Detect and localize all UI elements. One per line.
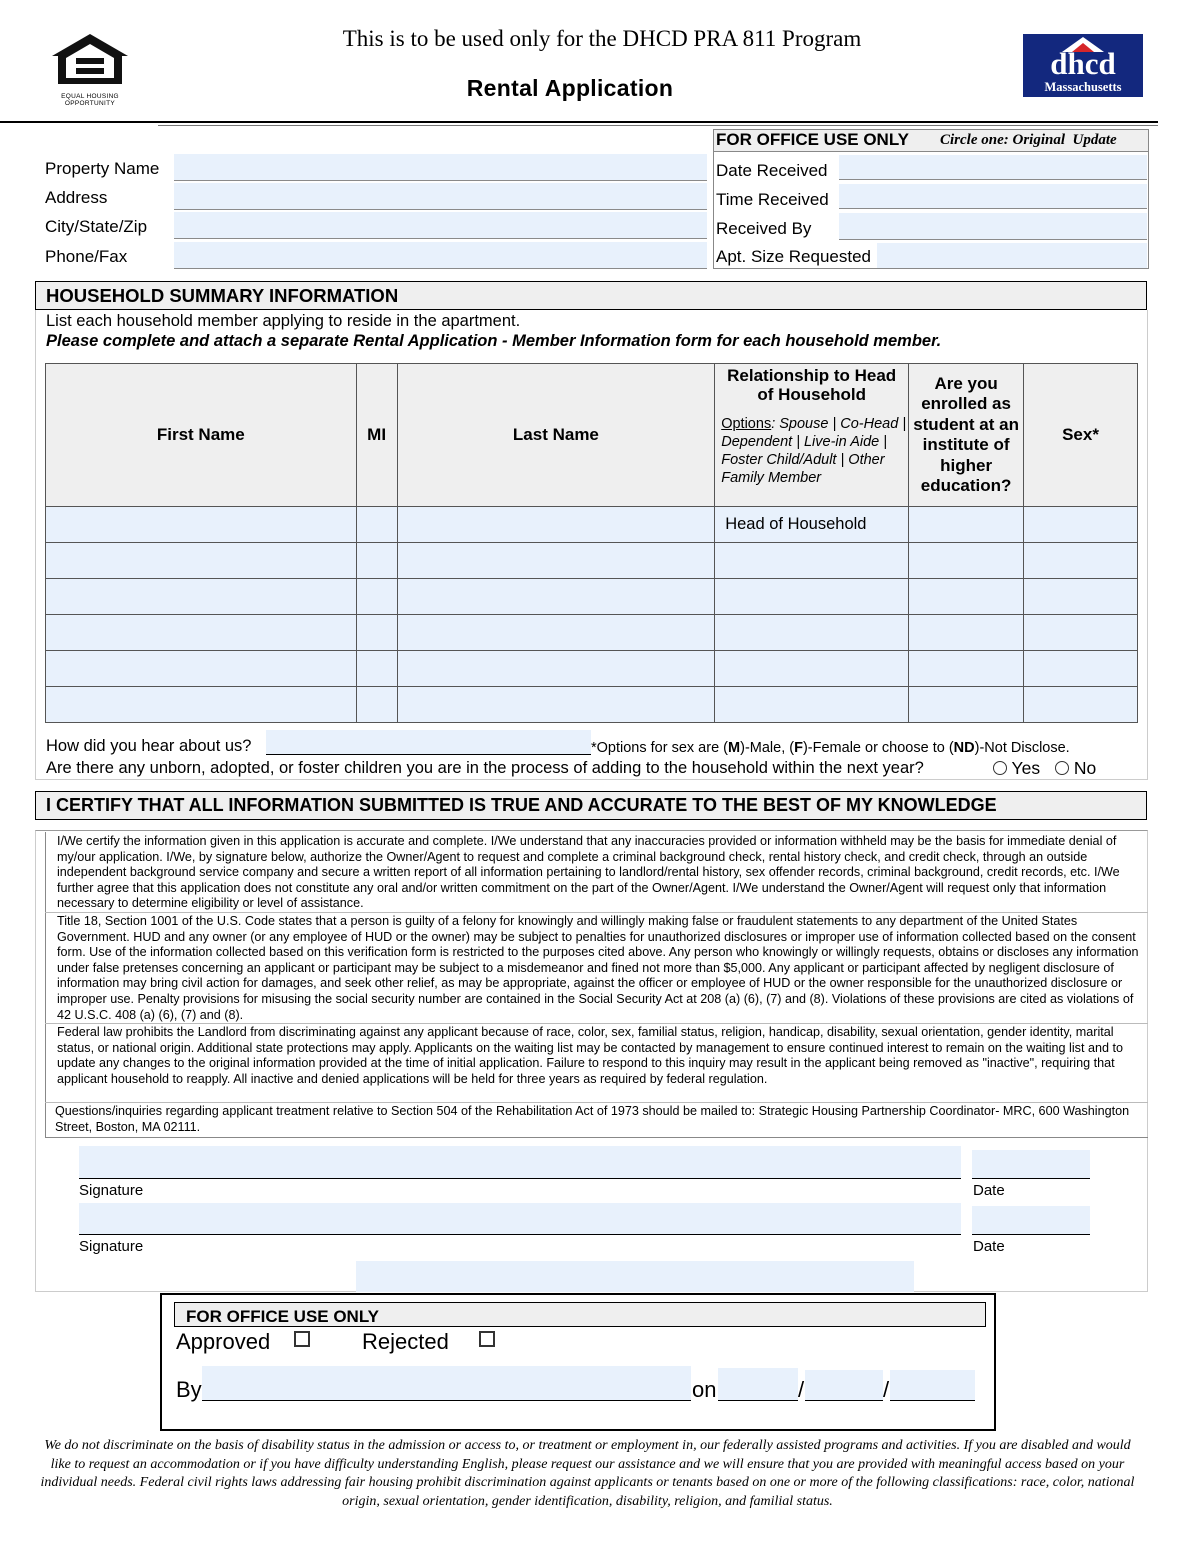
yes-radio-icon[interactable]: [993, 761, 1007, 775]
mi-cell[interactable]: [356, 543, 397, 579]
approved-option[interactable]: [176, 1329, 310, 1355]
approved-by-field[interactable]: [202, 1366, 691, 1401]
household-frame-right: [1147, 310, 1148, 780]
date-received-field[interactable]: [839, 155, 1147, 180]
col-first-name: First Name: [46, 364, 357, 507]
header-rule: [0, 121, 1158, 123]
sex-cell[interactable]: [1024, 687, 1138, 723]
student-cell[interactable]: [909, 579, 1024, 615]
date-received-label: Date Received: [716, 161, 828, 180]
student-cell[interactable]: [909, 651, 1024, 687]
certify-paragraph-3: Federal law prohibits the Landlord from discriminating against any applicant because of race, color, sex, familial status, religion, handicap, disability, sexual orientation, gender identity, marital status, or national origin. Additional state protections may apply. Applicants on the waiting list may be contacted by management to ensure continued interest to remain on the waiting list and to update any changes to the original information provided at the time of initial application. Failure to respond to this inquiry may result in the applicant being removed as "inactive", requiring that applicant household to reapply. All inactive and denied applications will be held for three years as required by federal regulation.: [57, 1025, 1123, 1086]
signature-label-1: Signature: [79, 1182, 144, 1199]
col-last-name: Last Name: [397, 364, 715, 507]
dhcd-logo-main: dhcd: [1050, 46, 1116, 81]
table-row: [46, 507, 1138, 543]
children-question: Are there any unborn, adopted, or foster children you are in the process of adding to the household within the next year?: [46, 759, 924, 777]
relationship-cell[interactable]: [715, 651, 909, 687]
mi-cell[interactable]: [356, 615, 397, 651]
footer-disclaimer: We do not discriminate on the basis of disability status in the admission or access to, or treatment or employment in, our federally assisted programs and activities. If you are disabled and would like to request an accommodation or if you have difficulty understanding English, please request our assistance and we will ensure that you are provided with meaningful access based on your individual needs. Federal civil rights laws addressing fair housing prohibit discrimination against applicants or tenants based on one or more of the following classifications: race, color, national origin, sexual orientation, gender identification, disability, religion, and familial status.: [40, 1438, 1135, 1509]
signature-label-2: Signature: [79, 1238, 144, 1255]
first-name-cell[interactable]: [46, 507, 357, 543]
certify-paragraph-4: Questions/inquiries regarding applicant treatment relative to Section 504 of the Rehabilitation Act of 1973 should be mailed to: Strategic Housing Partnership Coordinator- MRC, 600 Washington Street, Boston, MA 02111.: [55, 1104, 1130, 1134]
phone-fax-label: Phone/Fax: [45, 247, 128, 266]
certify-section-title: I CERTIFY THAT ALL INFORMATION SUBMITTED IS TRUE AND ACCURATE TO THE BEST OF MY KNOWLEDGE: [35, 791, 1147, 820]
received-by-label: Received By: [716, 219, 812, 238]
relationship-options: [715, 415, 908, 487]
extra-input-field[interactable]: [356, 1261, 914, 1292]
table-row: [46, 651, 1138, 687]
date-slash-2: /: [883, 1377, 890, 1402]
table-row: [46, 615, 1138, 651]
last-name-cell[interactable]: [397, 651, 715, 687]
yes-label: Yes: [1011, 758, 1041, 778]
property-name-label: Property Name: [45, 159, 160, 178]
table-row: [46, 687, 1138, 723]
dhcd-logo-sub: Massachusetts: [1044, 80, 1122, 94]
program-note: This is to be used only for the DHCD PRA 811 Program: [342, 26, 862, 51]
col-student: Are you enrolled as student at an institute of higher education?: [909, 364, 1024, 507]
signature-field-2[interactable]: [79, 1203, 961, 1235]
date-label-1: Date: [973, 1182, 1005, 1199]
first-name-cell[interactable]: [46, 543, 357, 579]
hear-about-us-label: How did you hear about us?: [46, 737, 252, 755]
last-name-cell[interactable]: [397, 615, 715, 651]
relationship-cell[interactable]: [715, 579, 909, 615]
equal-housing-text: EQUAL HOUSING OPPORTUNITY: [61, 93, 119, 107]
by-label: By: [176, 1377, 202, 1402]
last-name-cell[interactable]: [397, 543, 715, 579]
dhcd-logo: [1023, 34, 1143, 97]
options-text: : Spouse | Co-Head | Dependent | Live-in Aide | Foster Child/Adult | Other Family Member: [721, 416, 907, 486]
first-name-cell[interactable]: [46, 651, 357, 687]
yes-radio-option[interactable]: [993, 758, 1040, 779]
household-table: [45, 363, 1138, 723]
phone-fax-field[interactable]: [174, 242, 707, 269]
apt-size-field[interactable]: [877, 243, 1147, 268]
mi-cell[interactable]: [356, 651, 397, 687]
household-instruction-bold: Please complete and attach a separate Rental Application - Member Information form for each household member.: [46, 332, 942, 350]
date-field-2[interactable]: [972, 1206, 1090, 1235]
received-by-field[interactable]: [839, 213, 1147, 240]
first-name-cell[interactable]: [46, 579, 357, 615]
mi-cell[interactable]: [356, 507, 397, 543]
circle-one-note: Circle one: Original Update: [940, 132, 1117, 148]
student-cell[interactable]: [909, 507, 1024, 543]
table-row: [46, 579, 1138, 615]
col-relationship-title: Relationship to Head of Household: [727, 366, 897, 404]
apt-size-label: Apt. Size Requested: [716, 247, 871, 266]
property-name-field[interactable]: [174, 154, 707, 181]
sex-options-note: *Options for sex are (M)-Male, (F)-Female or choose to (ND)-Not Disclose.: [591, 740, 1070, 756]
household-instruction: List each household member applying to reside in the apartment.: [46, 312, 521, 330]
student-cell[interactable]: [909, 543, 1024, 579]
table-row: [46, 543, 1138, 579]
certify-divider-2: [45, 1023, 1148, 1024]
page-title: Rental Application: [466, 75, 674, 101]
certify-divider-3: [45, 1102, 1148, 1103]
date-field-1[interactable]: [972, 1150, 1090, 1179]
certify-divider-1: [45, 912, 1148, 913]
office-use-title: FOR OFFICE USE ONLY: [716, 130, 910, 149]
col-mi: MI: [356, 364, 397, 507]
certify-paragraph-1: I/We certify the information given in this application is accurate and complete. I/We understand that any inaccuracies provided or information withheld may be the basis for immediate denial of my/our application. I/We, by signature below, authorize the Owner/Agent to request and complete a criminal background check, rental history check, and credit check, through an outside independent background service company and secure a written report of all information pertaining to landlord/rental history, sex offender records, criminal background, credit records, etc. I/We further agree that this application does not constitute any oral and/or written commitment on the part of the Owner/Agent. I/We understand the Owner/Agent will request only that information necessary to determine eligibility or level of assistance.: [57, 834, 1120, 911]
household-frame-bottom: [35, 779, 1148, 780]
city-state-zip-label: City/State/Zip: [45, 217, 148, 236]
date-slash-1: /: [798, 1377, 805, 1402]
col-relationship: [715, 364, 909, 507]
hear-about-us-field[interactable]: [266, 730, 591, 755]
last-name-cell[interactable]: [397, 687, 715, 723]
relationship-cell[interactable]: [715, 687, 909, 723]
relationship-cell[interactable]: [715, 615, 909, 651]
city-state-zip-field[interactable]: [174, 212, 707, 239]
year-field[interactable]: [890, 1370, 975, 1401]
month-field[interactable]: [718, 1368, 798, 1401]
time-received-field[interactable]: [839, 184, 1147, 209]
col-sex: Sex*: [1024, 364, 1138, 507]
sex-cell[interactable]: [1024, 615, 1138, 651]
rejected-label: Rejected: [362, 1329, 449, 1354]
date-label-2: Date: [973, 1238, 1005, 1255]
household-section-title: HOUSEHOLD SUMMARY INFORMATION: [35, 281, 1147, 310]
last-name-cell[interactable]: [397, 579, 715, 615]
address-label: Address: [45, 188, 108, 207]
no-radio-option[interactable]: [1055, 758, 1096, 779]
certify-paragraph-2: Title 18, Section 1001 of the U.S. Code states that a person is guilty of a felony for knowingly and willingly making false or fraudulent statements to any department of the United States Government. HUD and any owner (or any employee of HUD or the owner) may be subject to penalties for unauthorized disclosures or improper use of information collected based on the consent form. Use of the information collected based on this verification form is restricted to the purposes cited above. Any person who knowingly or willingly requests, obtains or discloses any information under false pretenses concerning an applicant or participant may be subject to a misdemeanor and fined not more than $5,000. Any applicant or participant affected by negligent disclosure of information may bring civil action for damages, and seek other relief, as may be appropriate, against the officer or employee of HUD or the owner responsible for the unauthorized disclosure or improper use. Penalty provisions for misusing the social security number are contained in the Social Security Act at 208 (a) (6), (7) and (8). Violations of these provisions are cited as violations of 42 U.S.C. 408 (a) (6), (7) and (8).: [57, 914, 1139, 1022]
relationship-cell[interactable]: [715, 543, 909, 579]
day-field[interactable]: [805, 1370, 883, 1401]
approved-label: Approved: [176, 1329, 271, 1354]
mi-cell[interactable]: [356, 687, 397, 723]
signature-field-1[interactable]: [79, 1146, 961, 1179]
first-name-cell[interactable]: [46, 687, 357, 723]
rejected-checkbox[interactable]: [479, 1331, 495, 1347]
last-name-cell[interactable]: [397, 507, 715, 543]
sex-cell[interactable]: [1024, 543, 1138, 579]
on-label: on: [692, 1377, 717, 1402]
sex-cell[interactable]: [1024, 579, 1138, 615]
time-received-label: Time Received: [716, 190, 829, 209]
sex-cell[interactable]: [1024, 507, 1138, 543]
no-label: No: [1073, 758, 1097, 778]
approved-checkbox[interactable]: [294, 1331, 310, 1347]
mi-cell[interactable]: [356, 579, 397, 615]
student-cell[interactable]: [909, 615, 1024, 651]
address-field[interactable]: [174, 183, 707, 210]
rejected-option[interactable]: [362, 1329, 495, 1355]
student-cell[interactable]: [909, 687, 1024, 723]
first-name-cell[interactable]: [46, 615, 357, 651]
sex-cell[interactable]: [1024, 651, 1138, 687]
office-bottom-title: FOR OFFICE USE ONLY: [186, 1307, 380, 1326]
options-label: Options: [721, 416, 772, 432]
header-rule-thin: [158, 125, 1158, 126]
household-frame-left: [35, 310, 36, 780]
no-radio-icon[interactable]: [1055, 761, 1069, 775]
relationship-cell[interactable]: Head of Household: [715, 507, 909, 543]
